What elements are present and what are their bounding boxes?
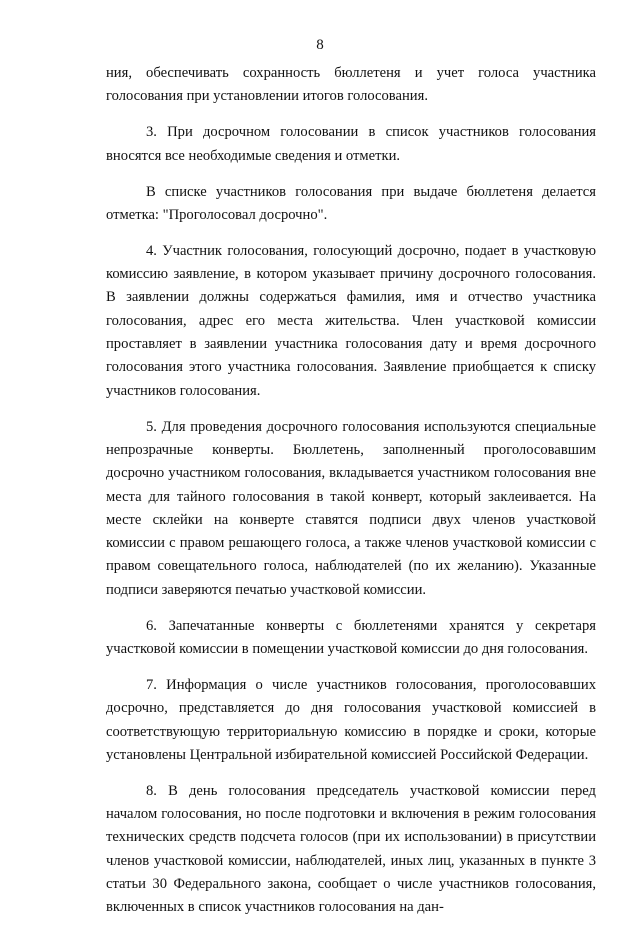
paragraph-6: 6. Запечатанные конверты с бюллетенями хранятся у секретаря участковой комиссии в помещении участковой комиссии до дня голосования. bbox=[106, 617, 596, 657]
paragraph-4: 4. Участник голосования, голосующий досрочно, подает в участковую комиссию заявление, в котором указывает причину досрочного голосования. В заявлении должны содержаться фамилия, имя и отчество участника голосования, адрес его места жительства. Член участковой комиссии проставляет в заявлении участника голосования дату и время досрочного голосования этого участника голосования. Заявление приобщается к списку участников голосования. bbox=[106, 242, 596, 399]
paragraph-3: 3. При досрочном голосовании в список участников голосования вносятся все необходимые сведения и отметки. bbox=[106, 124, 596, 164]
document-body bbox=[106, 62, 596, 932]
paragraph-continuation: ния, обеспечивать сохранность бюллетеня и учет голоса участника голосования при установлении итогов голосования. bbox=[106, 65, 596, 105]
page-number: 8 bbox=[316, 37, 324, 53]
paragraph-3-note: В списке участников голосования при выдаче бюллетеня делается отметка: "Проголосовал досрочно". bbox=[106, 183, 596, 223]
paragraph-5: 5. Для проведения досрочного голосования используются специальные непрозрачные конверты. Бюллетень, заполненный проголосовавшим досрочно участником голосования, вкладывается участником голосования вне места для тайного голосования в такой конверт, который заклеивается. На месте склейки на конверте ставятся подписи двух членов участковой комиссии с правом решающего голоса, а также членов участковой комиссии с правом совещательного голоса, наблюдателей (по их желанию). Указанные подписи заверяются печатью участковой комиссии. bbox=[106, 418, 596, 598]
paragraph-7: 7. Информация о числе участников голосования, проголосовавших досрочно, представляется до дня голосования участковой комиссией в соответствующую территориальную комиссию в порядке и сроки, которые установлены Центральной избирательной комиссией Российской Федерации. bbox=[106, 676, 596, 763]
paragraph-8: 8. В день голосования председатель участковой комиссии перед началом голосования, но после подготовки и включения в режим голосования технических средств подсчета голосов (при их использовании) в присутствии членов участковой комиссии, наблюдателей, иных лиц, указанных в пункте 3 статьи 30 Федерального закона, сообщает о числе участников голосования, включенных в список участников голосования на дан- bbox=[106, 782, 596, 916]
